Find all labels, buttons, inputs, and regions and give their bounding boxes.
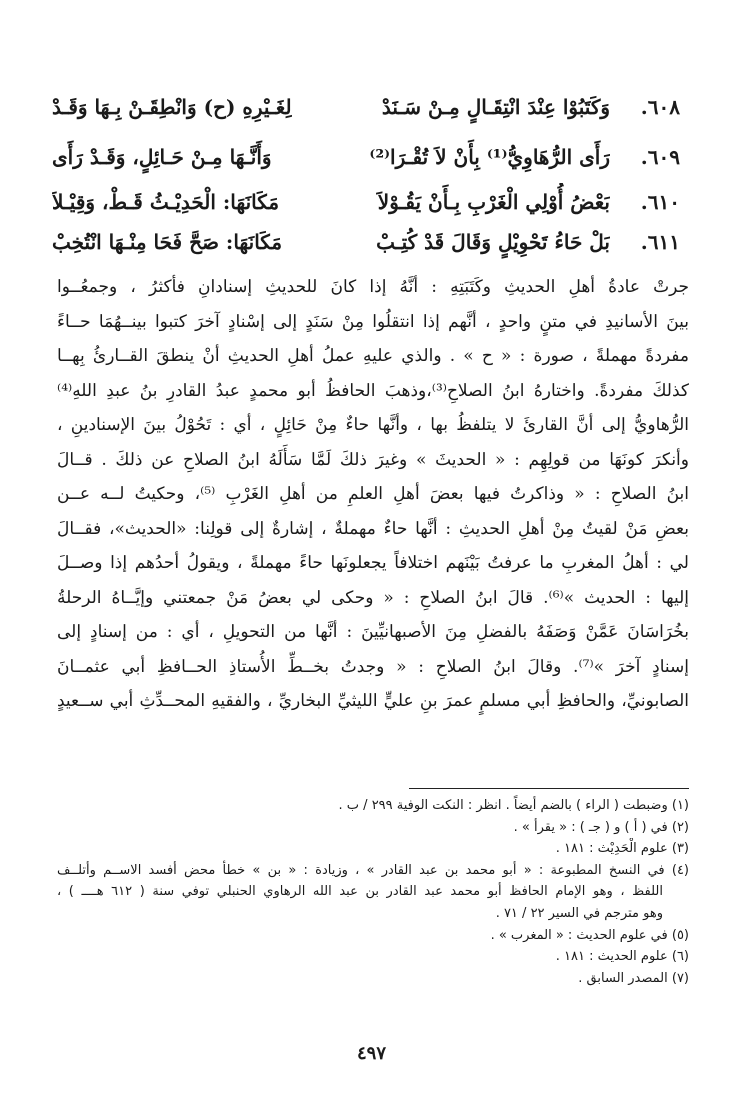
verse-first-hemistich: بَعْضُ أُوْلِي الْغَرْبِ بِـأَنْ يَقُـوْلاَ xyxy=(377,190,610,214)
body-line: وأنكرَ كونَهَا من قولِهِم : « الحديثَ » وغيرَ ذلكَ لَمَّا سَأَلَهُ ابنُ الصلاحِ عن ذلكَ . قــالَ xyxy=(57,449,689,470)
footnote-5: (٥) في علوم الحديث : « المغرب » . xyxy=(490,927,689,943)
footnote-divider xyxy=(409,788,689,789)
footnote-1: (١) وضبطت ( الراء ) بالضم أيضاً . انظر : النكت الوفية ٢٩٩ / ب . xyxy=(338,798,689,813)
verse-first-hemistich: وَكَتَبُوْا عِنْدَ انْتِقَـالٍ مِـنْ سَـنَدْ xyxy=(381,95,610,119)
footnotes xyxy=(57,795,689,989)
verse-second-hemistich: مَكَانَهَا: الْحَدِيْـثُ قَـطْ، وَقِيْـلاَ xyxy=(52,190,280,214)
footnote-4: (٤) في النسخ المطبوعة : « أبو محمد بن عبد القادر » ، وزيادة : « بن » خطأ محض أفسد الاســم وأتلــف xyxy=(57,862,689,878)
footnote-7: (٧) المصدر السابق . xyxy=(578,970,689,986)
body-line: الصابونيِّ، والحافظِ أبي مسلمٍ عمرَ بنِ عليٍّ الليثيِّ البخاريِّ ، والفقيهِ المحــدِّثِ أبي ســعيدٍ xyxy=(57,691,689,711)
verse-609 xyxy=(52,138,680,176)
commentary-body xyxy=(57,270,689,719)
body-line: بعضِ مَنْ لقيتُ مِنْ أهلِ الحديثِ : أنَّها حاءٌ مهملةٌ ، إشارةٌ إلى قولِنا: «الحديث»، فقــالَ xyxy=(57,518,689,539)
verse-number: ٦٠٩. xyxy=(640,145,680,169)
verse-first-hemistich: رَأَى الرُّهَاوِيُّ⁽¹⁾ بِأَنْ لاَ تُقْـرَا⁽²⁾ xyxy=(369,145,610,169)
body-line: جرتْ عادةُ أهلِ الحديثِ وكَتَبَتِهِ : أنَّهُ إذا كانَ للحديثِ إسنادانِ فأكثرُ ، وجمعُــوا xyxy=(57,277,689,297)
body-line: لي : أهلُ المغربِ ما عرفتُ بَيْنَهم اختلافاً يجعلونَها حاءً مهملةً ، ويقولُ أحدُهم إذا وصــلَ xyxy=(57,553,689,573)
body-line: إليها : الحديث »⁽⁶⁾. قالَ ابنُ الصلاحِ : « وحكى لي بعضُ مَنْ جمعتني وإيَّــاهُ الرحلةُ xyxy=(57,587,689,608)
verse-second-hemistich: وَأَنَّـهَا مِـنْ حَـائِلٍ، وَقَـدْ رَأَى xyxy=(52,145,272,169)
body-line: الرُّهاويُّ إلى أنَّ القارئَ لا يتلفظُ بها ، وأنَّها حاءٌ مِنْ حَائِلٍ ، أي : تَحُوْلُ بينَ الإسنادينِ ، xyxy=(57,415,689,435)
verse-number: ٦٠٨. xyxy=(640,95,680,119)
verse-number: ٦١٠. xyxy=(640,190,680,214)
footnote-4-continued: وهو مترجم في السير ٢٢ / ٧١ . xyxy=(495,905,663,921)
body-line: كذلكَ مفردةً. واختارهُ ابنُ الصلاحِ⁽³⁾،وذهبَ الحافظُ أبو محمدٍ عبدُ القادرِ بنُ عبدِ اللهِ⁽⁴⁾ xyxy=(57,380,689,401)
page-number: ٤٩٧ xyxy=(356,1043,386,1064)
body-line: بينَ الأسانيدِ في متنٍ واحدٍ ، أنَّهم إذا انتقلُوا مِنْ سَنَدٍ إلى إسْنادٍ آخرَ كتبوا بينــهُمَا حــاءً xyxy=(57,311,689,332)
body-line: مفردةً مهملةً ، صورة : « ح » . والذي عليهِ عملُ أهلِ الحديثِ أنْ ينطقَ القــارئُ بِهــا xyxy=(57,346,689,366)
verse-number: ٦١١. xyxy=(640,230,680,254)
verse-610 xyxy=(52,183,680,221)
verse-608 xyxy=(52,88,680,126)
body-line: بخُرَاسَانَ عَمَّنْ وَصَفَهُ بالفضلِ مِنَ الأصبهانيِّينَ : أنَّها من التحويلِ ، أي : من إسنادٍ إلى xyxy=(57,622,689,642)
footnote-3: (٣) علوم الْحَدِيْث : ١٨١ . xyxy=(555,841,689,857)
footnote-4-continued: اللفظ ، وهو الإمام الحافظ أبو محمد عبد القادر بن عبد الله الرهاوي الحنبلي توفي سنة ( ٦١٢ هــــ ) ، xyxy=(57,884,663,900)
verse-611 xyxy=(52,223,680,261)
footnote-6: (٦) علوم الحديث : ١٨١ . xyxy=(555,949,689,965)
verse-second-hemistich: لِغَـيْرِهِ (ح) وَانْطِقَـنْ بِـهَا وَقَـدْ xyxy=(52,95,292,119)
body-line: إسنادٍ آخرَ »⁽⁷⁾. وقالَ ابنُ الصلاحِ : « وجدتُ بخــطِّ الأُستاذِ الحــافظِ أبي عثمــانَ xyxy=(57,656,689,677)
body-line: ابنُ الصلاحِ : « وذاكرتُ فيها بعضَ أهلِ العلمِ من أهلِ الغَرْبِ ⁽⁵⁾، وحكيتُ لــه عــن xyxy=(57,484,689,504)
verse-second-hemistich: مَكَانَهَا: صَحَّ فَحَا مِنْـهَا انْتُخِبْ xyxy=(52,230,283,254)
footnote-2: (٢) في ( أ ) و ( جـ ) : « يقرأ » . xyxy=(513,819,689,835)
verse-first-hemistich: بَلْ حَاءُ تَحْوِيْلٍ وَقَالَ قَدْ كُتِـبْ xyxy=(376,230,610,254)
